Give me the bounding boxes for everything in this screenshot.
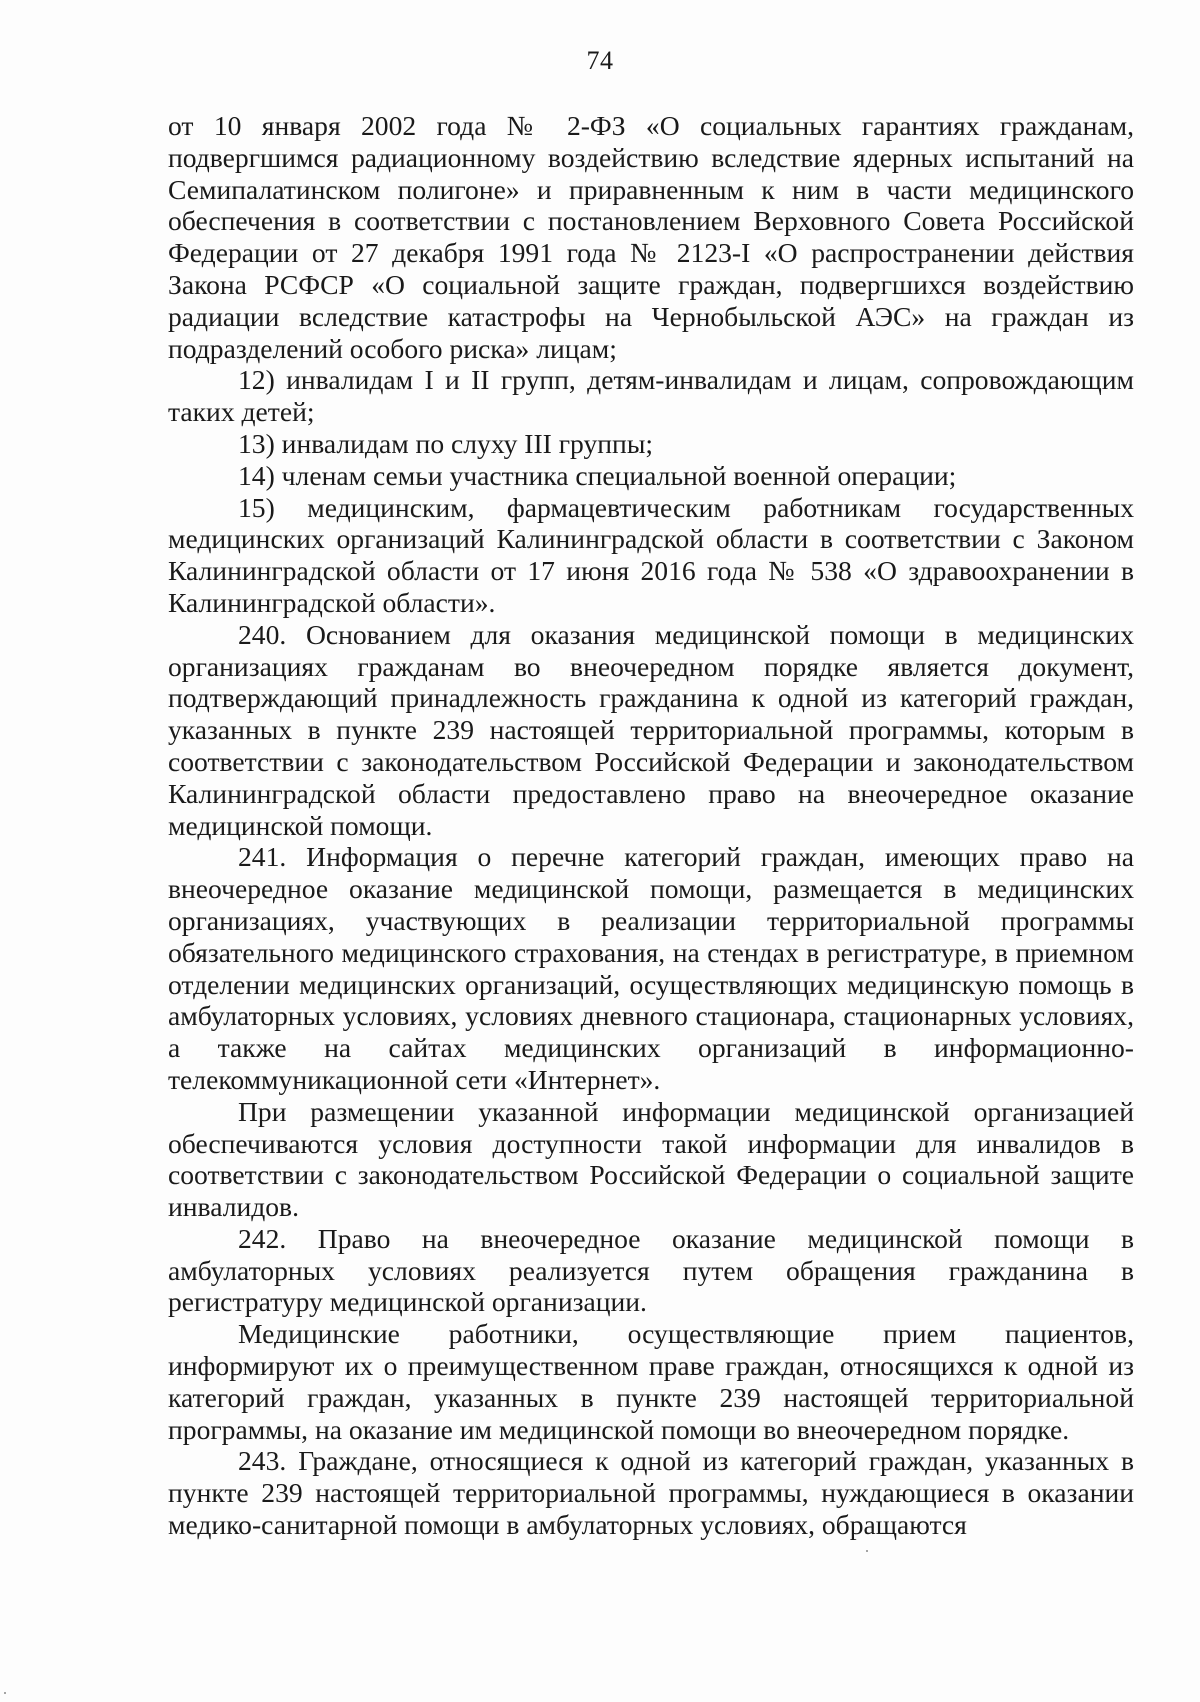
list-item-14: 14) членам семьи участника специальной военной операции; xyxy=(238,459,957,491)
paragraph-241-continued: При размещении указанной информации медицинской организацией обеспечиваются условия доступности такой информации для инвалидов в соответствии с законодательством Российской Федерации о социальной защите инвалидов. xyxy=(168,1095,1134,1223)
list-item-12: 12) инвалидам I и II групп, детям-инвалидам и лицам, сопровождающим таких детей; xyxy=(168,364,1134,428)
paragraph-242: 242. Право на внеочередное оказание медицинской помощи в амбулаторных условиях реализуется путем обращения гражданина в регистратуру медицинской организации. xyxy=(168,1222,1134,1318)
scan-speck xyxy=(866,1550,868,1552)
list-item-13: 13) инвалидам по слуху III группы; xyxy=(238,427,654,459)
paragraph-243: 243. Граждане, относящиеся к одной из категорий граждан, указанных в пункте 239 настоящей территориальной программы, нуждающиеся в оказании медико-санитарной помощи в амбулаторных условиях, обращаются xyxy=(168,1445,1134,1541)
list-item-15: 15) медицинским, фармацевтическим работникам государственных медицинских организаций Калининградской области в соответствии с Законом Калининградской области от 17 июня 2016 года № 538 «О здравоохранении в Калининградской области». xyxy=(168,491,1134,618)
paragraph-240: 240. Основанием для оказания медицинской помощи в медицинских организациях гражданам во внеочередном порядке является документ, подтверждающий принадлежность гражданина к одной из категорий граждан, указанных в пункте 239 настоящей территориальной программы, которым в соответствии с законодательством Российской Федерации и законодательством Калининградской области предоставлено право на внеочередное оказание медицинской помощи. xyxy=(168,618,1134,841)
paragraph-242-continued: Медицинские работники, осуществляющие прием пациентов, информируют их о преимущественном праве граждан, относящихся к одной из категорий граждан, указанных в пункте 239 настоящей территориальной программы, на оказание им медицинской помощи во внеочередном порядке. xyxy=(168,1318,1134,1445)
document-body xyxy=(168,110,1134,1541)
paragraph-241: 241. Информация о перечне категорий граждан, имеющих право на внеочередное оказание медицинской помощи, размещается в медицинских организациях, участвующих в реализации территориальной программы обязательного медицинского страхования, на стендах в регистратуре, в приемном отделении медицинских организаций, осуществляющих медицинскую помощь в амбулаторных условиях, условиях дневного стационара, стационарных условиях, а также на сайтах медицинских организаций в информационно-телекоммуникационной сети «Интернет». xyxy=(168,841,1134,1095)
paragraph-continuation: от 10 января 2002 года № 2-ФЗ «О социальных гарантиях гражданам, подвергшимся радиационному воздействию вследствие ядерных испытаний на Семипалатинском полигоне» и приравненным к ним в части медицинского обеспечения в соответствии с постановлением Верховного Совета Российской Федерации от 27 декабря 1991 года № 2123-I «О распространении действия Закона РСФСР «О социальной защите граждан, подвергшихся воздействию радиации вследствие катастрофы на Чернобыльской АЭС» на граждан из подразделений особого риска» лицам; xyxy=(168,110,1134,364)
scan-speck xyxy=(4,1692,6,1694)
page-number: 74 xyxy=(586,46,614,75)
